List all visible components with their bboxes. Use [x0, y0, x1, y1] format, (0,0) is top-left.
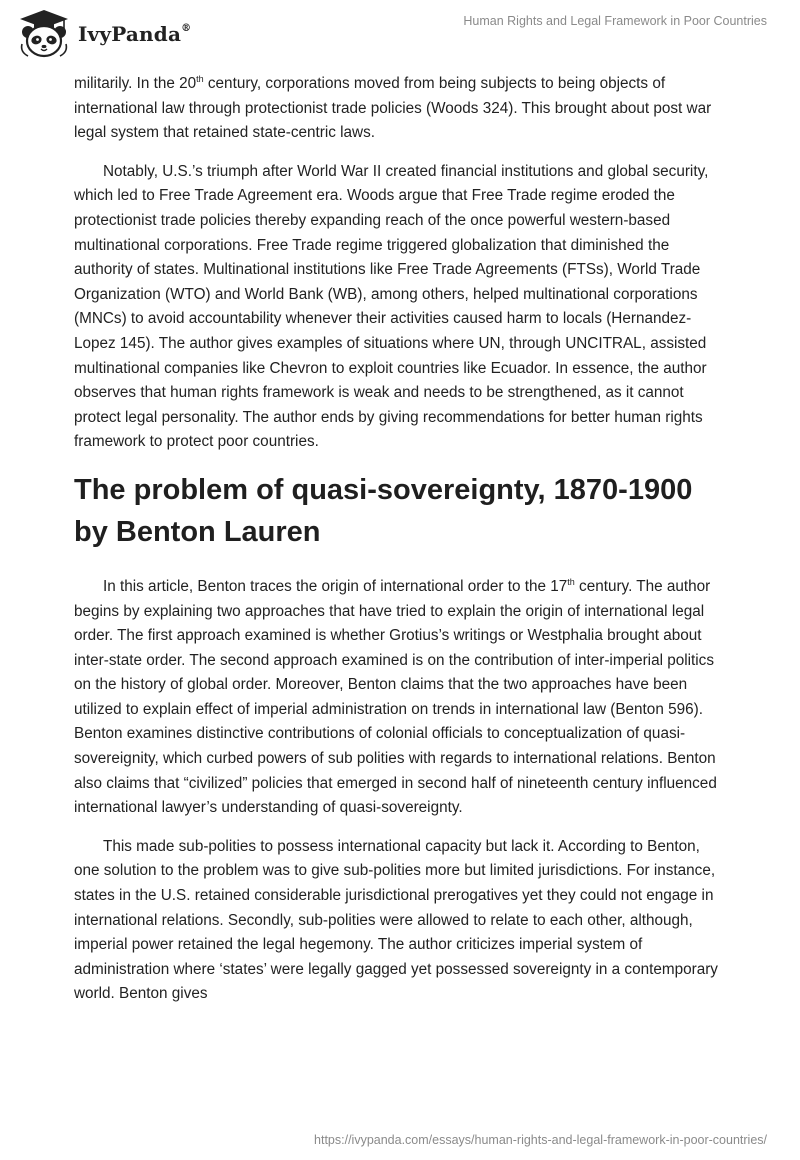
- paragraph: In this article, Benton traces the origin of international order to the 17th century. The author begins by explaining two approaches that have tried to explain the origin of international legal order. The first approach examined is whether Grotius’s writings or Westphalia brought about inter-state order. The second approach examined is on the contribution of inter-imperial politics on the history of global order. Moreover, Benton claims that the two approaches have been utilized to explain effect of imperial administration on trends in international law (Benton 596). Benton examines distinctive contributions of colonial officials to conceptualization of quasi-sovereignity, which curbed powers of sub polities with regards to international relations. Benton also claims that “civilized” policies that emerged in second half of nineteenth century influenced international lawyer’s understanding of quasi-sovereignty.: [74, 576, 717, 817]
- document-title: Human Rights and Legal Framework in Poor Countries: [463, 14, 767, 28]
- paragraph: militarily. In the 20th century, corporations moved from being subjects to being objects of international law through protectionist trade policies (Woods 324). This brought about post war legal system that retained state-centric laws.: [74, 73, 712, 142]
- page-header: [0, 0, 800, 68]
- source-url[interactable]: https://ivypanda.com/essays/human-rights-and-legal-framework-in-poor-countries/: [314, 1133, 767, 1147]
- panda-graduate-icon: [16, 8, 72, 60]
- paragraph: Notably, U.S.’s triumph after World War II created financial institutions and global security, which led to Free Trade Agreement era. Woods argue that Free Trade regime eroded the protectionist trade policies thereby expanding reach of the once powerful western-based multinational corporations. Free Trade regime triggered globalization that diminished the authority of states. Multinational institutions like Free Trade Agreements (FTSs), World Trade Organization (WTO) and World Bank (WB), among others, helped multinational corporations (MNCs) to avoid accountability whenever their activities caused harm to locals (Hernandez-Lopez 145). The author gives examples of situations where UN, through UNCITRAL, assisted multinational companies like Chevron to exploit countries like Ecuador. In essence, the author observes that human rights framework is weak and needs to be strengthened, as it cannot protect legal personality. The author ends by giving recommendations for better human rights framework to protect poor countries.: [74, 162, 709, 451]
- brand-name: IvyPanda®: [78, 22, 192, 46]
- paragraph: This made sub-polities to possess international capacity but lack it. According to Benton, one solution to the problem was to give sub-polities more but limited jurisdictions. For instance, states in the U.S. retained considerable jurisdictional prerogatives yet they could not engage in international relations. Secondly, sub-polities were allowed to relate to each other, although, imperial power retained the legal hegemony. The author criticizes imperial system of administration where ‘states’ were legally gagged yet possessed sovereignty in a contemporary world. Benton gives: [74, 837, 718, 1003]
- brand-logo[interactable]: [16, 8, 191, 60]
- section-heading: The problem of quasi-sovereignty, 1870-1900 by Benton Lauren: [74, 473, 693, 548]
- article-body: [74, 72, 726, 1021]
